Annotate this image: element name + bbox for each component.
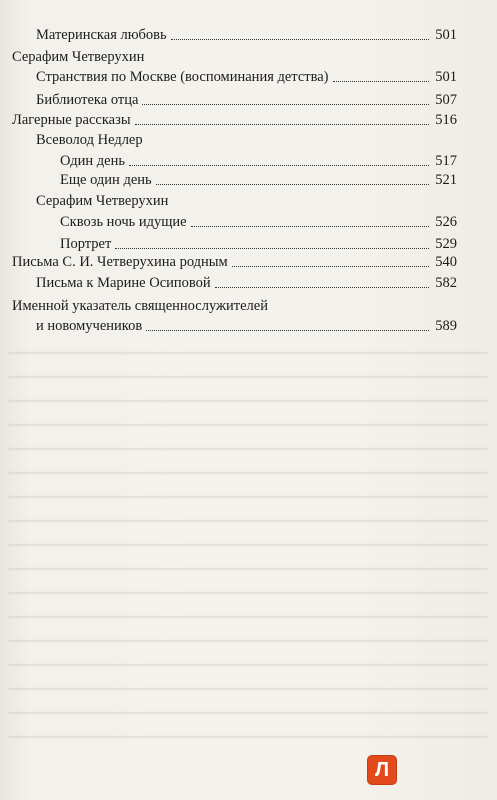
dot-leader [135, 124, 429, 125]
toc-page-number: 517 [435, 153, 457, 169]
toc-page-number: 507 [435, 92, 457, 108]
toc-author-heading: Серафим Четверухин [36, 193, 169, 209]
toc-entry-title: Один день [60, 153, 125, 169]
toc-entry [36, 26, 457, 44]
toc-page-number: 540 [435, 254, 457, 270]
toc-entry-title: Лагерные рассказы [12, 112, 131, 128]
labirint-logo-icon: Л [368, 756, 396, 784]
toc-entry-title: Сквозь ночь идущие [60, 214, 187, 230]
dot-leader [146, 330, 429, 331]
toc-entry [36, 317, 457, 335]
toc-entry-title: Портрет [60, 236, 112, 252]
toc-entry [36, 274, 457, 292]
dot-leader [232, 266, 429, 267]
toc-page-number: 516 [435, 112, 457, 128]
toc-page-number: 501 [435, 69, 457, 85]
toc-author-heading: Всеволод Недлер [36, 132, 143, 148]
toc-author-heading: Серафим Четверухин [12, 49, 145, 65]
toc-entry-title-line1: Именной указатель священнослужителей [12, 298, 268, 314]
dot-leader [115, 248, 429, 249]
toc-entry [60, 152, 457, 170]
toc-page-number: 526 [435, 214, 457, 230]
toc-entry-title: Письма С. И. Четверухина родным [12, 254, 228, 270]
toc-entry-title: Странствия по Москве (воспоминания детства) [36, 69, 329, 85]
dot-leader [142, 104, 429, 105]
toc-entry-title: Еще один день [60, 172, 152, 188]
toc-entry [36, 91, 457, 109]
dot-leader [333, 81, 429, 82]
toc-page-number: 589 [435, 318, 457, 334]
toc-entry [60, 235, 457, 253]
toc-page-number: 501 [435, 27, 457, 43]
toc-entry [12, 253, 457, 271]
toc-entry [60, 171, 457, 189]
dot-leader [156, 184, 429, 185]
dot-leader [171, 39, 429, 40]
toc-page-number: 521 [435, 172, 457, 188]
toc-entry-title: Библиотека отца [36, 92, 139, 108]
toc-entry-title: Письма к Марине Осиповой [36, 275, 211, 291]
toc-entry-title: Материнская любовь [36, 27, 167, 43]
toc-entry-title-line2: и новомучеников [36, 318, 143, 334]
toc-entry [60, 213, 457, 231]
toc-entry [36, 68, 457, 86]
dot-leader [191, 226, 429, 227]
toc-page-number: 582 [435, 275, 457, 291]
dot-leader [129, 165, 429, 166]
toc-entry [12, 111, 457, 129]
toc-page-number: 529 [435, 236, 457, 252]
dot-leader [215, 287, 429, 288]
